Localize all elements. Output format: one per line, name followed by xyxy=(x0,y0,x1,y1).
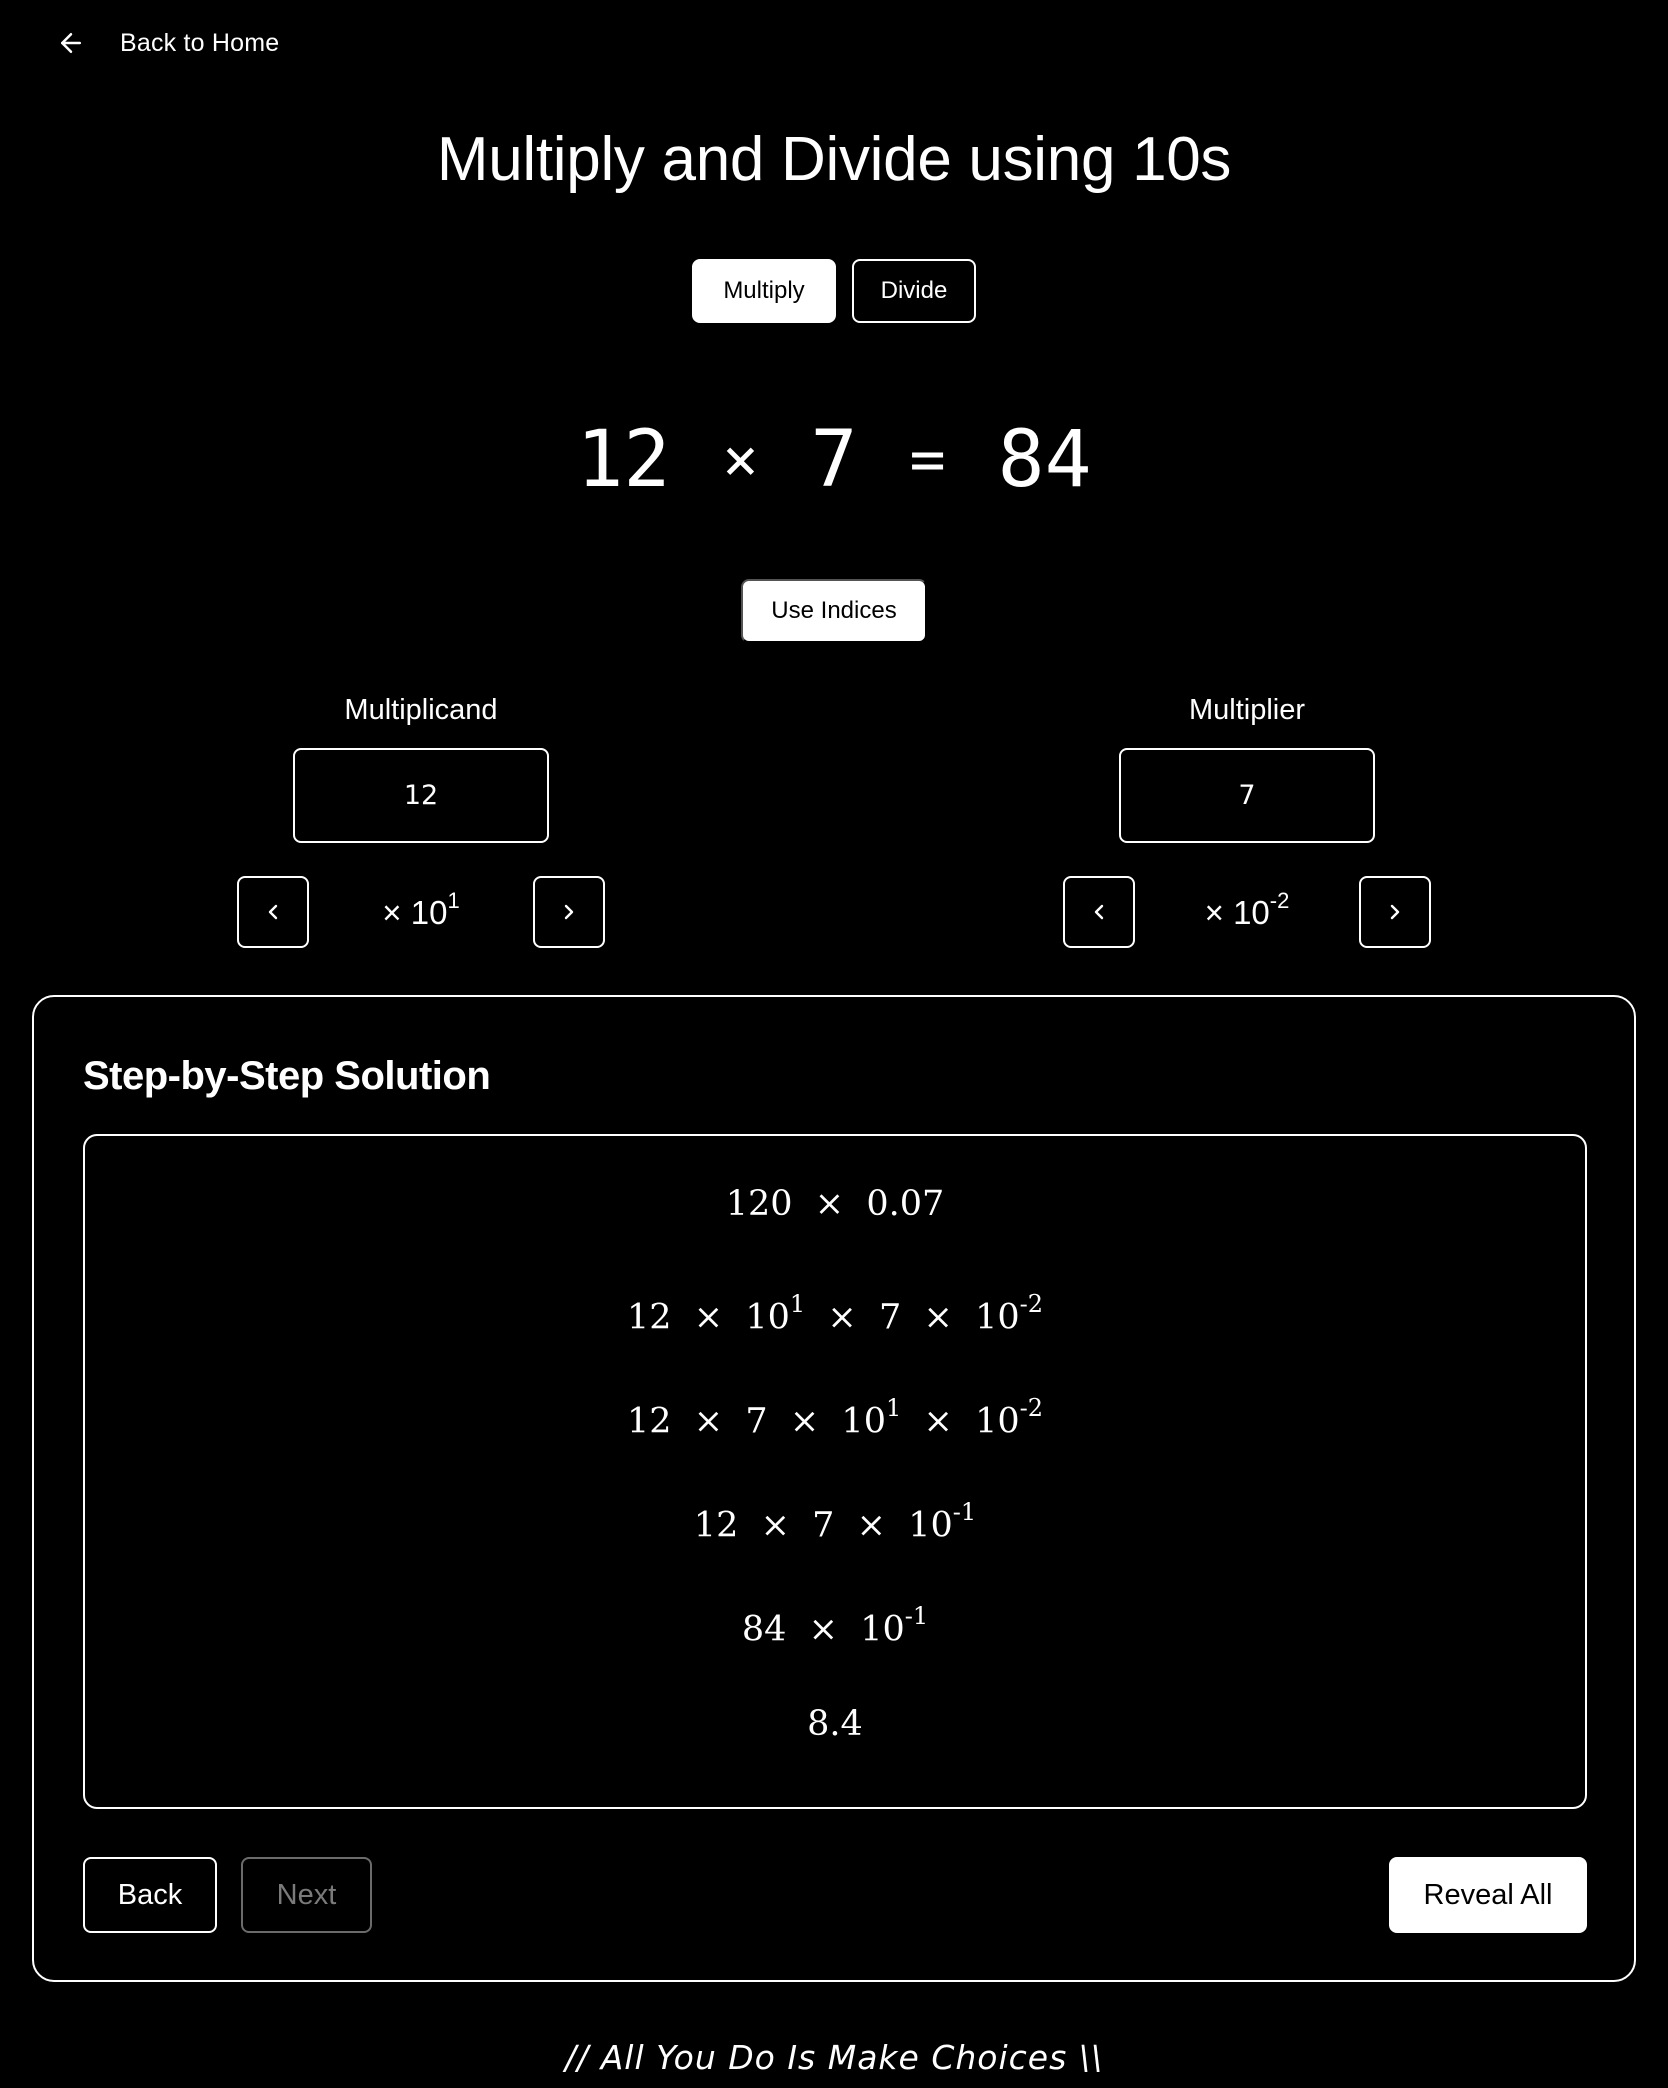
equation-left-operand: 12 xyxy=(576,415,671,505)
solution-step-4 xyxy=(85,1491,1585,1551)
solution-title: Step-by-Step Solution xyxy=(83,1054,491,1098)
step-exponent: -2 xyxy=(1019,1290,1044,1318)
chevron-right-icon xyxy=(1383,900,1407,924)
step-term: 12 × 7 × 10 xyxy=(626,1401,886,1442)
multiplicand-panel xyxy=(237,690,605,948)
multiplier-exponent-display xyxy=(1204,888,1290,932)
solution-step-6 xyxy=(85,1699,1585,1749)
step-exponent: -1 xyxy=(904,1602,929,1630)
solution-card xyxy=(32,995,1636,1982)
solution-step-1 xyxy=(85,1179,1585,1229)
multiplicand-exponent-increase-button[interactable] xyxy=(533,876,605,948)
chevron-right-icon xyxy=(557,900,581,924)
solution-steps-box xyxy=(83,1134,1587,1809)
step-term: × 7 × 10 xyxy=(805,1297,1020,1338)
equation-result: 84 xyxy=(997,415,1092,505)
mode-divide-button[interactable]: Divide xyxy=(852,259,976,323)
back-to-home-link[interactable] xyxy=(56,22,279,64)
equation-operator: × xyxy=(722,425,759,495)
multiplicand-exponent-row xyxy=(237,876,605,948)
step-exponent: 1 xyxy=(789,1290,806,1318)
footer-tagline: // All You Do Is Make Choices \\ xyxy=(564,2038,1104,2077)
chevron-left-icon xyxy=(1087,900,1111,924)
multiplicand-exponent-value: 1 xyxy=(447,888,460,913)
equation-right-operand: 7 xyxy=(810,415,858,505)
multiplier-exponent-value: -2 xyxy=(1269,888,1290,913)
mode-toggle xyxy=(692,259,976,323)
arrow-left-icon xyxy=(56,28,86,58)
use-indices-button[interactable]: Use Indices xyxy=(741,579,927,643)
solution-step-3 xyxy=(85,1387,1585,1447)
reveal-all-button[interactable]: Reveal All xyxy=(1389,1857,1587,1933)
solution-step-5 xyxy=(85,1595,1585,1655)
multiplicand-input[interactable] xyxy=(293,748,549,843)
step-term: × 10 xyxy=(901,1401,1020,1442)
multiplicand-exponent-base: × 10 xyxy=(382,894,448,931)
chevron-left-icon xyxy=(261,900,285,924)
step-back-button[interactable]: Back xyxy=(83,1857,217,1933)
back-to-home-label: Back to Home xyxy=(120,28,280,57)
page-title: Multiply and Divide using 10s xyxy=(436,125,1232,194)
multiplier-label: Multiplier xyxy=(1188,694,1306,726)
step-exponent: -1 xyxy=(952,1498,977,1526)
multiplicand-label: Multiplicand xyxy=(344,694,498,726)
equation-display xyxy=(0,410,1668,510)
multiplier-exponent-increase-button[interactable] xyxy=(1359,876,1431,948)
mode-multiply-button[interactable]: Multiply xyxy=(692,259,836,323)
multiplier-exponent-row xyxy=(1063,876,1431,948)
multiplicand-exponent-display xyxy=(382,888,460,932)
step-term: 12 × 7 × 10 xyxy=(693,1505,953,1546)
multiplier-panel xyxy=(1063,690,1431,948)
multiplier-exponent-decrease-button[interactable] xyxy=(1063,876,1135,948)
multiplier-input[interactable] xyxy=(1119,748,1375,843)
equation-equals: = xyxy=(909,425,946,495)
step-term: 12 × 10 xyxy=(626,1297,790,1338)
multiplier-exponent-base: × 10 xyxy=(1204,894,1270,931)
step-term: 8.4 xyxy=(807,1704,863,1744)
multiplicand-exponent-decrease-button[interactable] xyxy=(237,876,309,948)
step-exponent: 1 xyxy=(885,1394,902,1422)
step-next-button[interactable]: Next xyxy=(241,1857,372,1933)
step-term: 84 × 10 xyxy=(741,1609,905,1650)
step-term: 120 × 0.07 xyxy=(725,1184,945,1224)
step-exponent: -2 xyxy=(1019,1394,1044,1422)
solution-step-2 xyxy=(85,1283,1585,1343)
